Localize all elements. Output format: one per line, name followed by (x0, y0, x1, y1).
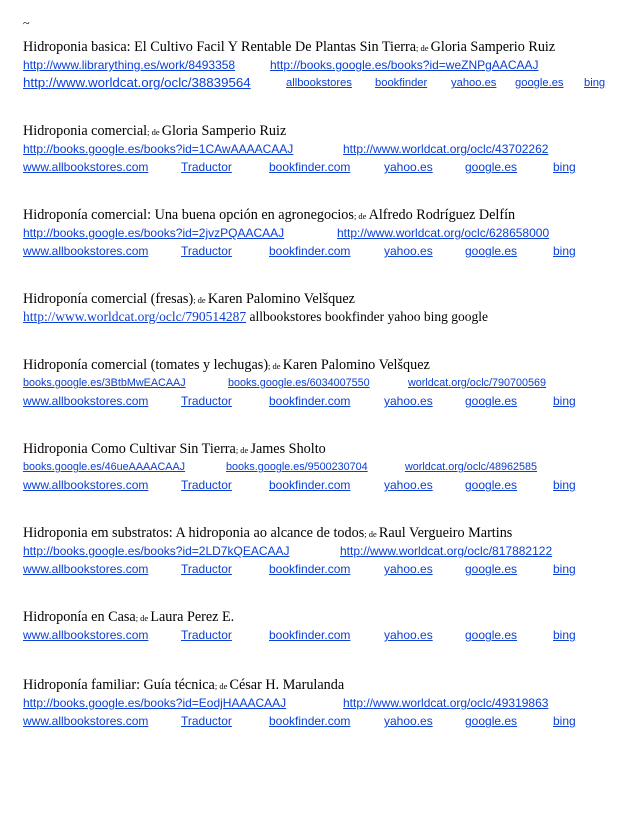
allbookstores-link[interactable]: www.allbookstores.com (23, 394, 149, 408)
book-entry (23, 440, 623, 494)
entry-title-line (23, 290, 623, 308)
bookfinder-link[interactable]: bookfinder.com (269, 394, 351, 408)
yahoo-link[interactable]: yahoo.es (384, 244, 433, 258)
bing-link[interactable]: bing (553, 478, 576, 492)
tilde-mark: ~ (23, 16, 30, 30)
book-author: Karen Palomino Velšquez (282, 357, 430, 373)
allbookstores-link[interactable]: www.allbookstores.com (23, 562, 149, 576)
bing-link[interactable]: bing (553, 628, 576, 642)
allbookstores-link[interactable]: www.allbookstores.com (23, 160, 149, 174)
link-row (23, 374, 623, 392)
google-books-link[interactable]: books.google.es/46ueAAAACAAJ (23, 461, 186, 473)
google-link[interactable]: google.es (465, 160, 518, 174)
google-books-link[interactable]: http://books.google.es/books?id=EodjHAAACAAJ (23, 696, 287, 710)
book-entry (23, 524, 623, 578)
librarything-link[interactable]: http://www.librarything.es/work/8493358 (23, 58, 236, 72)
translator-link[interactable]: Traductor (181, 714, 232, 728)
entry-title-line (23, 356, 623, 374)
book-entry (23, 206, 623, 260)
translator-link[interactable]: Traductor (181, 562, 232, 576)
book-author: Gloria Samperio Ruiz (430, 39, 556, 55)
book-author: Gloria Samperio Ruiz (161, 123, 287, 139)
link-row (23, 56, 623, 74)
yahoo-link[interactable]: yahoo.es (384, 562, 433, 576)
translator-link[interactable]: Traductor (181, 628, 232, 642)
bookfinder-link[interactable]: bookfinder.com (269, 714, 351, 728)
bookfinder-link[interactable]: bookfinder.com (269, 562, 351, 576)
book-title: Hidroponía en Casa (23, 609, 136, 625)
entry-title-line (23, 440, 623, 458)
worldcat-link[interactable]: http://www.worldcat.org/oclc/49319863 (343, 696, 549, 710)
entry-title-line (23, 608, 623, 626)
link-row (23, 224, 623, 242)
book-author: James Sholto (250, 441, 326, 457)
book-author: Laura Perez E. (150, 609, 235, 625)
allbookstores-link[interactable]: allbookstores (286, 77, 352, 89)
translator-link[interactable]: Traductor (181, 244, 232, 258)
bing-link[interactable]: bing (553, 394, 576, 408)
google-link[interactable]: google.es (465, 478, 518, 492)
worldcat-link[interactable]: worldcat.org/oclc/48962585 (405, 461, 538, 473)
yahoo-link[interactable]: yahoo.es (384, 394, 433, 408)
link-row (23, 308, 623, 326)
entry-title-line (23, 122, 623, 140)
book-title: Hidroponía comercial (tomates y lechugas) (23, 357, 269, 373)
worldcat-link[interactable]: worldcat.org/oclc/790700569 (408, 377, 547, 389)
entry-title-line (23, 206, 623, 224)
link-row (23, 542, 623, 560)
link-row (23, 74, 623, 92)
bing-link[interactable]: bing (553, 160, 576, 174)
book-entry (23, 676, 623, 730)
bookfinder-link[interactable]: bookfinder.com (269, 244, 351, 258)
book-title: Hidroponia comercial (23, 123, 148, 139)
google-link[interactable]: google.es (465, 562, 518, 576)
bing-link[interactable]: bing (553, 244, 576, 258)
google-link[interactable]: google.es (465, 394, 518, 408)
worldcat-link[interactable]: http://www.worldcat.org/oclc/43702262 (343, 142, 549, 156)
link-row (23, 242, 623, 260)
worldcat-link[interactable]: http://www.worldcat.org/oclc/38839564 (23, 75, 251, 90)
book-title: Hidroponía familiar: Guía técnica (23, 677, 215, 693)
bing-link[interactable]: bing (553, 714, 576, 728)
yahoo-link[interactable]: yahoo.es (451, 77, 497, 89)
link-row (23, 712, 623, 730)
entry-title-line (23, 38, 623, 56)
de-separator: ; de (364, 529, 379, 539)
google-books-link[interactable]: http://books.google.es/books?id=2jvzPQAACAAJ (23, 226, 285, 240)
book-entry (23, 290, 623, 326)
book-author: Karen Palomino Velšquez (207, 291, 355, 307)
bookfinder-link[interactable]: bookfinder (375, 77, 428, 89)
bookfinder-link[interactable]: bookfinder.com (269, 628, 351, 642)
link-row (23, 626, 623, 644)
bookfinder-link[interactable]: bookfinder.com (269, 478, 351, 492)
bing-link[interactable]: bing (584, 77, 606, 89)
de-separator: ; de (214, 681, 230, 691)
google-books-link[interactable]: http://books.google.es/books?id=weZNPgAACAAJ (270, 58, 539, 72)
google-books-link[interactable]: books.google.es/6034007550 (228, 377, 370, 389)
de-separator: ; de (135, 613, 151, 623)
link-row (23, 458, 623, 476)
yahoo-link[interactable]: yahoo.es (384, 478, 433, 492)
google-link[interactable]: google.es (515, 77, 564, 89)
bookfinder-link[interactable]: bookfinder.com (269, 160, 351, 174)
google-text: google (451, 309, 488, 324)
de-separator: ; de (353, 211, 369, 221)
book-entry (23, 356, 623, 410)
de-separator: ; de (268, 361, 283, 371)
bing-text: bing (423, 309, 448, 324)
google-books-link[interactable]: books.google.es/9500230704 (226, 461, 368, 473)
book-title: Hidroponía comercial (fresas) (23, 291, 194, 307)
entry-title-line (23, 676, 623, 694)
allbookstores-link[interactable]: www.allbookstores.com (23, 714, 149, 728)
google-books-link[interactable]: books.google.es/3BtbMwEACAAJ (23, 377, 186, 389)
book-author: Alfredo Rodríguez Delfín (368, 207, 516, 223)
bing-link[interactable]: bing (553, 562, 576, 576)
google-link[interactable]: google.es (465, 244, 518, 258)
link-row (23, 158, 623, 176)
yahoo-link[interactable]: yahoo.es (384, 160, 433, 174)
book-entry (23, 122, 623, 176)
link-row (23, 476, 623, 494)
translator-link[interactable]: Traductor (181, 478, 232, 492)
book-entry (23, 38, 623, 92)
google-books-link[interactable]: http://books.google.es/books?id=2LD7kQEACAAJ (23, 544, 290, 558)
link-row (23, 392, 623, 410)
google-link[interactable]: google.es (465, 714, 518, 728)
book-title: Hidroponia em substratos: A hidroponia ao alcance de todos (23, 525, 365, 541)
de-separator: ; de (147, 127, 162, 137)
worldcat-link[interactable]: http://www.worldcat.org/oclc/790514287 (23, 309, 247, 324)
book-entry (23, 608, 623, 644)
google-books-link[interactable]: http://books.google.es/books?id=1CAwAAAACAAJ (23, 142, 294, 156)
book-title: Hidroponia basica: El Cultivo Facil Y Rentable De Plantas Sin Tierra (23, 39, 416, 55)
de-separator: ; de (416, 43, 431, 53)
translator-link[interactable]: Traductor (181, 160, 232, 174)
book-author: Raul Vergueiro Martins (378, 525, 513, 541)
yahoo-link[interactable]: yahoo.es (384, 628, 433, 642)
entry-title-line (23, 524, 623, 542)
bookfinder-text: bookfinder (324, 309, 385, 324)
worldcat-link[interactable]: http://www.worldcat.org/oclc/817882122 (340, 544, 553, 558)
link-row (23, 140, 623, 158)
link-row (23, 560, 623, 578)
book-author: César H. Marulanda (229, 677, 345, 693)
link-row (23, 694, 623, 712)
allbookstores-link[interactable]: www.allbookstores.com (23, 478, 149, 492)
book-title: Hidroponía comercial: Una buena opción en agronegocios (23, 207, 354, 223)
worldcat-link[interactable]: http://www.worldcat.org/oclc/628658000 (337, 226, 550, 240)
allbookstores-link[interactable]: www.allbookstores.com (23, 244, 149, 258)
de-separator: ; de (235, 445, 251, 455)
yahoo-text: yahoo (387, 309, 421, 324)
yahoo-link[interactable]: yahoo.es (384, 714, 433, 728)
allbookstores-text: allbookstores (249, 309, 322, 324)
allbookstores-link[interactable]: www.allbookstores.com (23, 628, 149, 642)
translator-link[interactable]: Traductor (181, 394, 232, 408)
de-separator: ; de (193, 295, 208, 305)
book-title: Hidroponia Como Cultivar Sin Tierra (23, 441, 236, 457)
google-link[interactable]: google.es (465, 628, 518, 642)
